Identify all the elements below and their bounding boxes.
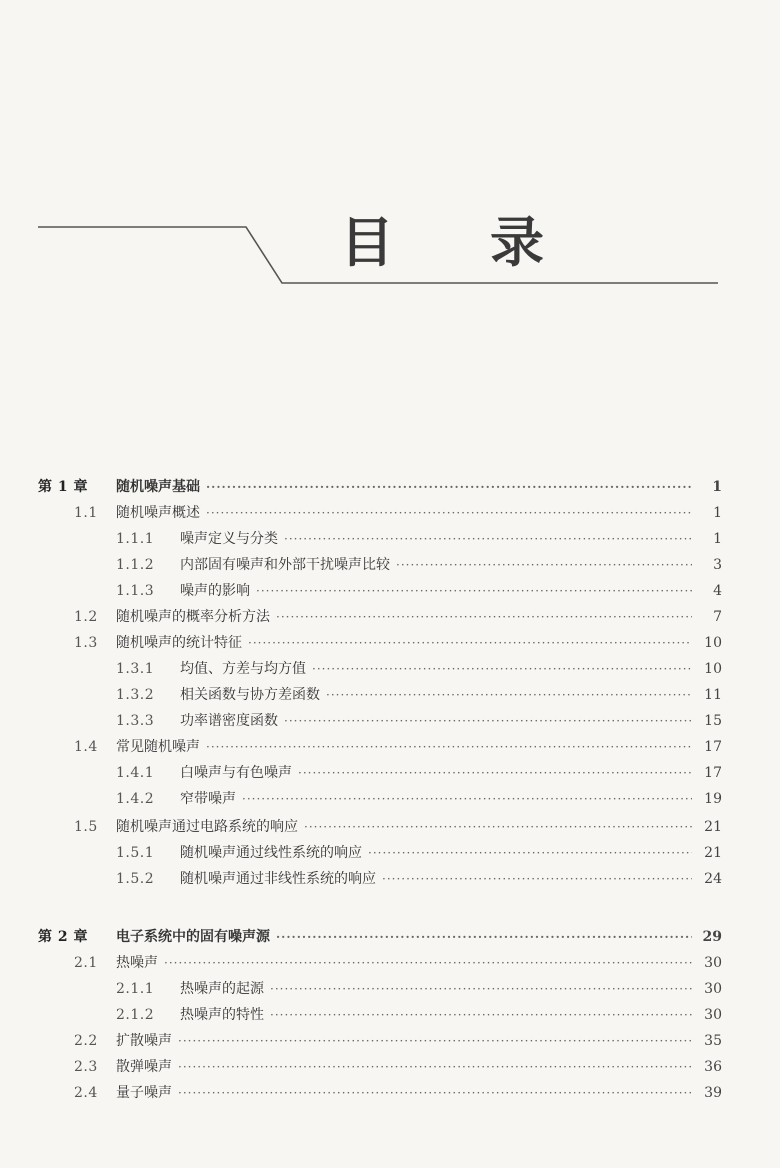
toc-number: 1.2 — [74, 609, 98, 625]
toc-title: 扩散噪声 — [116, 1033, 172, 1049]
toc-number: 1.5 — [74, 819, 98, 835]
toc-entry-1-1-3[interactable] — [116, 580, 722, 602]
toc-page: 21 — [704, 845, 722, 861]
toc-leader — [178, 1056, 692, 1078]
toc-entry-2-2[interactable] — [74, 1030, 722, 1052]
toc-title: 随机噪声的概率分析方法 — [116, 609, 270, 625]
toc-entry-1-3-2[interactable] — [116, 684, 722, 706]
toc-number: 1.4.1 — [116, 765, 155, 781]
toc-page: 30 — [704, 981, 722, 997]
toc-title: 噪声定义与分类 — [180, 531, 278, 547]
toc-page: 1 — [713, 531, 722, 547]
toc-number: 1.4 — [74, 739, 98, 755]
toc-title: 功率谱密度函数 — [180, 713, 278, 729]
toc-number: 2.1.2 — [116, 1007, 155, 1023]
toc-title: 热噪声的起源 — [180, 981, 264, 997]
toc-number: 1.5.2 — [116, 871, 155, 887]
toc-page: 7 — [713, 609, 722, 625]
toc-number: 1.1 — [74, 505, 98, 521]
toc-page: 24 — [704, 871, 722, 887]
toc-leader — [276, 606, 692, 628]
toc-page: 17 — [704, 739, 722, 755]
toc-page: 10 — [704, 635, 722, 651]
toc-number: 2.4 — [74, 1085, 98, 1101]
toc-title: 随机噪声通过电路系统的响应 — [116, 819, 298, 835]
toc-entry-2-4[interactable] — [74, 1082, 722, 1104]
toc-page: 1 — [712, 479, 722, 495]
toc-page: 17 — [704, 765, 722, 781]
toc-leader — [276, 926, 692, 948]
toc-number: 2.2 — [74, 1033, 98, 1049]
toc-entry-2-1-2[interactable] — [116, 1004, 722, 1026]
toc-leader — [396, 554, 692, 576]
toc-title: 热噪声的特性 — [180, 1007, 264, 1023]
toc-title: 内部固有噪声和外部干扰噪声比较 — [180, 557, 390, 573]
toc-number: 1.1.1 — [116, 531, 155, 547]
toc-entry-1-3-3[interactable] — [116, 710, 722, 732]
toc-entry-1-3-1[interactable] — [116, 658, 722, 680]
toc-number: 1.3.2 — [116, 687, 155, 703]
title-char-2: 录 — [490, 211, 544, 274]
toc-page: 11 — [704, 687, 722, 703]
toc-title: 噪声的影响 — [180, 583, 250, 599]
toc-number: 2.1 — [74, 955, 98, 971]
toc-leader — [206, 476, 692, 498]
toc-page: 21 — [704, 819, 722, 835]
toc-leader — [312, 658, 692, 680]
toc-title: 随机噪声基础 — [116, 479, 200, 495]
toc-title: 电子系统中的固有噪声源 — [116, 929, 270, 945]
toc-entry-chapter-2[interactable] — [38, 926, 722, 948]
toc-entry-1-1-1[interactable] — [116, 528, 722, 550]
toc-leader — [206, 736, 692, 758]
toc-page: 30 — [704, 1007, 722, 1023]
toc-title: 随机噪声的统计特征 — [116, 635, 242, 651]
toc-title: 随机噪声概述 — [116, 505, 200, 521]
toc-number: 1.3 — [74, 635, 98, 651]
toc-entry-1-1-2[interactable] — [116, 554, 722, 576]
toc-entry-chapter-1[interactable] — [38, 476, 722, 498]
toc-leader — [284, 528, 692, 550]
toc-leader — [242, 788, 692, 810]
toc-page: 19 — [704, 791, 722, 807]
toc-entry-1-4-2[interactable] — [116, 788, 722, 810]
toc-title: 相关函数与协方差函数 — [180, 687, 320, 703]
toc-leader — [256, 580, 692, 602]
toc-number: 1.5.1 — [116, 845, 155, 861]
toc-page: 4 — [713, 583, 722, 599]
toc-leader — [270, 978, 692, 1000]
title-char-1: 目 — [340, 211, 394, 274]
toc-title: 量子噪声 — [116, 1085, 172, 1101]
toc-leader — [284, 710, 692, 732]
toc-title: 热噪声 — [116, 955, 158, 971]
toc-entry-1-5[interactable] — [74, 816, 722, 838]
toc-leader — [164, 952, 692, 974]
toc-number: 1.3.3 — [116, 713, 155, 729]
toc-entry-1-1[interactable] — [74, 502, 722, 524]
toc-number: 1.3.1 — [116, 661, 155, 677]
page-title — [0, 208, 780, 278]
toc-entry-1-3[interactable] — [74, 632, 722, 654]
toc-entry-2-3[interactable] — [74, 1056, 722, 1078]
toc-entry-1-5-1[interactable] — [116, 842, 722, 864]
toc-entry-1-5-2[interactable] — [116, 868, 722, 890]
toc-leader — [178, 1030, 692, 1052]
toc-leader — [298, 762, 692, 784]
toc-leader — [206, 502, 692, 524]
toc-title: 常见随机噪声 — [116, 739, 200, 755]
toc-page: 15 — [704, 713, 722, 729]
toc-leader — [304, 816, 692, 838]
toc-leader — [368, 842, 692, 864]
toc-title: 窄带噪声 — [180, 791, 236, 807]
toc-leader — [326, 684, 692, 706]
toc-number: 1.4.2 — [116, 791, 155, 807]
toc-entry-2-1[interactable] — [74, 952, 722, 974]
toc-leader — [270, 1004, 692, 1026]
toc-entry-1-2[interactable] — [74, 606, 722, 628]
toc-leader — [248, 632, 692, 654]
toc-number: 第 1 章 — [38, 479, 88, 495]
toc-leader — [382, 868, 692, 890]
toc-entry-1-4-1[interactable] — [116, 762, 722, 784]
toc-number: 1.1.3 — [116, 583, 155, 599]
toc-title: 随机噪声通过线性系统的响应 — [180, 845, 362, 861]
toc-number: 2.1.1 — [116, 981, 155, 997]
toc-entry-2-1-1[interactable] — [116, 978, 722, 1000]
toc-page: 1 — [713, 505, 722, 521]
toc-leader — [178, 1082, 692, 1104]
toc-page: 39 — [704, 1085, 722, 1101]
toc-number: 第 2 章 — [38, 929, 88, 945]
toc-page: 3 — [713, 557, 722, 573]
toc-number: 2.3 — [74, 1059, 98, 1075]
toc-number: 1.1.2 — [116, 557, 155, 573]
toc-page: 35 — [704, 1033, 722, 1049]
toc-page: 10 — [704, 661, 722, 677]
toc-page: 36 — [704, 1059, 722, 1075]
toc-title: 散弹噪声 — [116, 1059, 172, 1075]
toc-page: 30 — [704, 955, 722, 971]
toc-title: 白噪声与有色噪声 — [180, 765, 292, 781]
toc-page: 29 — [702, 929, 722, 945]
toc-title: 均值、方差与均方值 — [180, 661, 306, 677]
toc-title: 随机噪声通过非线性系统的响应 — [180, 871, 376, 887]
toc-entry-1-4[interactable] — [74, 736, 722, 758]
